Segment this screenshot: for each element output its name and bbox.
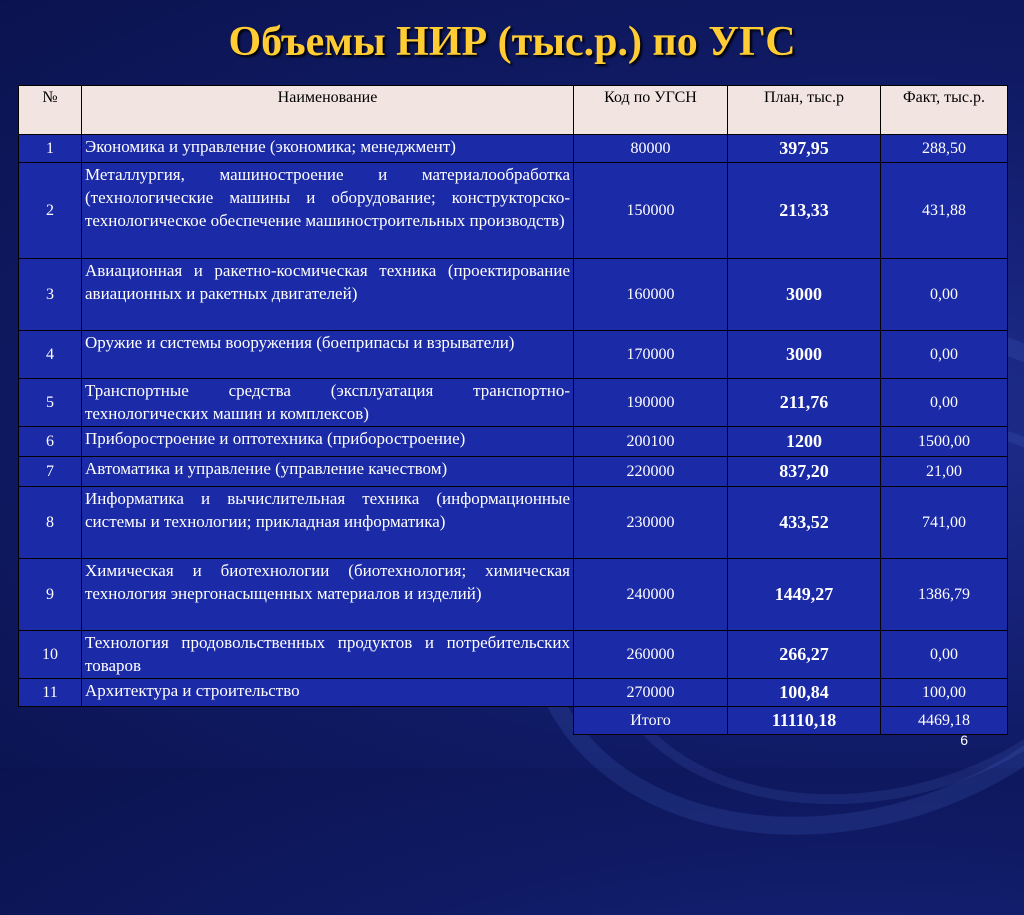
row-num: 5 xyxy=(19,379,82,427)
row-code: 240000 xyxy=(574,559,728,631)
row-code: 270000 xyxy=(574,679,728,707)
row-plan: 1200 xyxy=(728,427,881,457)
table-row xyxy=(19,379,1008,427)
row-fact: 0,00 xyxy=(881,331,1008,379)
row-code: 170000 xyxy=(574,331,728,379)
row-num: 2 xyxy=(19,163,82,259)
row-code: 80000 xyxy=(574,135,728,163)
row-plan: 3000 xyxy=(728,331,881,379)
row-name: Транспортные средства (эксплуатация транспортно-технологических машин и комплексов) xyxy=(82,379,574,427)
table-header-row xyxy=(19,86,1008,135)
row-code: 260000 xyxy=(574,631,728,679)
table-row xyxy=(19,135,1008,163)
row-fact: 288,50 xyxy=(881,135,1008,163)
table-row xyxy=(19,559,1008,631)
row-code: 230000 xyxy=(574,487,728,559)
row-num: 8 xyxy=(19,487,82,559)
row-name: Информатика и вычислительная техника (информационные системы и технологии; прикладная информатика) xyxy=(82,487,574,559)
row-fact: 0,00 xyxy=(881,379,1008,427)
row-name: Металлургия, машиностроение и материалообработка (технологические машины и оборудование; конструкторско-технологическое обеспечение машиностроительных производств) xyxy=(82,163,574,259)
total-blank xyxy=(19,707,82,735)
header-code: Код по УГСН xyxy=(574,86,728,135)
table-row xyxy=(19,487,1008,559)
row-name: Автоматика и управление (управление качеством) xyxy=(82,457,574,487)
row-name: Приборостроение и оптотехника (приборостроение) xyxy=(82,427,574,457)
table-row xyxy=(19,331,1008,379)
row-plan: 837,20 xyxy=(728,457,881,487)
row-plan: 211,76 xyxy=(728,379,881,427)
research-volume-table xyxy=(18,85,1008,735)
row-plan: 100,84 xyxy=(728,679,881,707)
row-name: Экономика и управление (экономика; менеджмент) xyxy=(82,135,574,163)
slide-title: Объемы НИР (тыс.р.) по УГС xyxy=(228,19,796,65)
table-row xyxy=(19,427,1008,457)
header-name: Наименование xyxy=(82,86,574,135)
row-fact: 0,00 xyxy=(881,631,1008,679)
row-num: 9 xyxy=(19,559,82,631)
row-fact: 21,00 xyxy=(881,457,1008,487)
row-num: 11 xyxy=(19,679,82,707)
total-row xyxy=(19,707,1008,735)
header-num: № xyxy=(19,86,82,135)
row-plan: 397,95 xyxy=(728,135,881,163)
page-number: 6 xyxy=(960,732,968,748)
row-num: 7 xyxy=(19,457,82,487)
total-label: Итого xyxy=(574,707,728,735)
row-num: 6 xyxy=(19,427,82,457)
table-row xyxy=(19,259,1008,331)
row-num: 3 xyxy=(19,259,82,331)
total-blank xyxy=(82,707,574,735)
row-code: 200100 xyxy=(574,427,728,457)
row-name: Оружие и системы вооружения (боеприпасы и взрыватели) xyxy=(82,331,574,379)
row-plan: 266,27 xyxy=(728,631,881,679)
total-fact: 4469,18 xyxy=(881,707,1008,735)
row-plan: 3000 xyxy=(728,259,881,331)
table-row xyxy=(19,631,1008,679)
row-num: 4 xyxy=(19,331,82,379)
row-name: Архитектура и строительство xyxy=(82,679,574,707)
row-code: 190000 xyxy=(574,379,728,427)
row-num: 1 xyxy=(19,135,82,163)
row-fact: 741,00 xyxy=(881,487,1008,559)
table-row xyxy=(19,679,1008,707)
row-code: 150000 xyxy=(574,163,728,259)
total-plan: 11110,18 xyxy=(728,707,881,735)
row-code: 220000 xyxy=(574,457,728,487)
row-fact: 431,88 xyxy=(881,163,1008,259)
row-name: Химическая и биотехнологии (биотехнология; химическая технология энергонасыщенных материалов и изделий) xyxy=(82,559,574,631)
row-name: Авиационная и ракетно-космическая техника (проектирование авиационных и ракетных двигателей) xyxy=(82,259,574,331)
row-fact: 0,00 xyxy=(881,259,1008,331)
row-fact: 1500,00 xyxy=(881,427,1008,457)
row-fact: 1386,79 xyxy=(881,559,1008,631)
table-row xyxy=(19,163,1008,259)
row-num: 10 xyxy=(19,631,82,679)
header-fact: Факт, тыс.р. xyxy=(881,86,1008,135)
row-fact: 100,00 xyxy=(881,679,1008,707)
row-plan: 213,33 xyxy=(728,163,881,259)
row-name: Технология продовольственных продуктов и потребительских товаров xyxy=(82,631,574,679)
header-plan: План, тыс.р xyxy=(728,86,881,135)
row-plan: 433,52 xyxy=(728,487,881,559)
row-plan: 1449,27 xyxy=(728,559,881,631)
row-code: 160000 xyxy=(574,259,728,331)
table-row xyxy=(19,457,1008,487)
